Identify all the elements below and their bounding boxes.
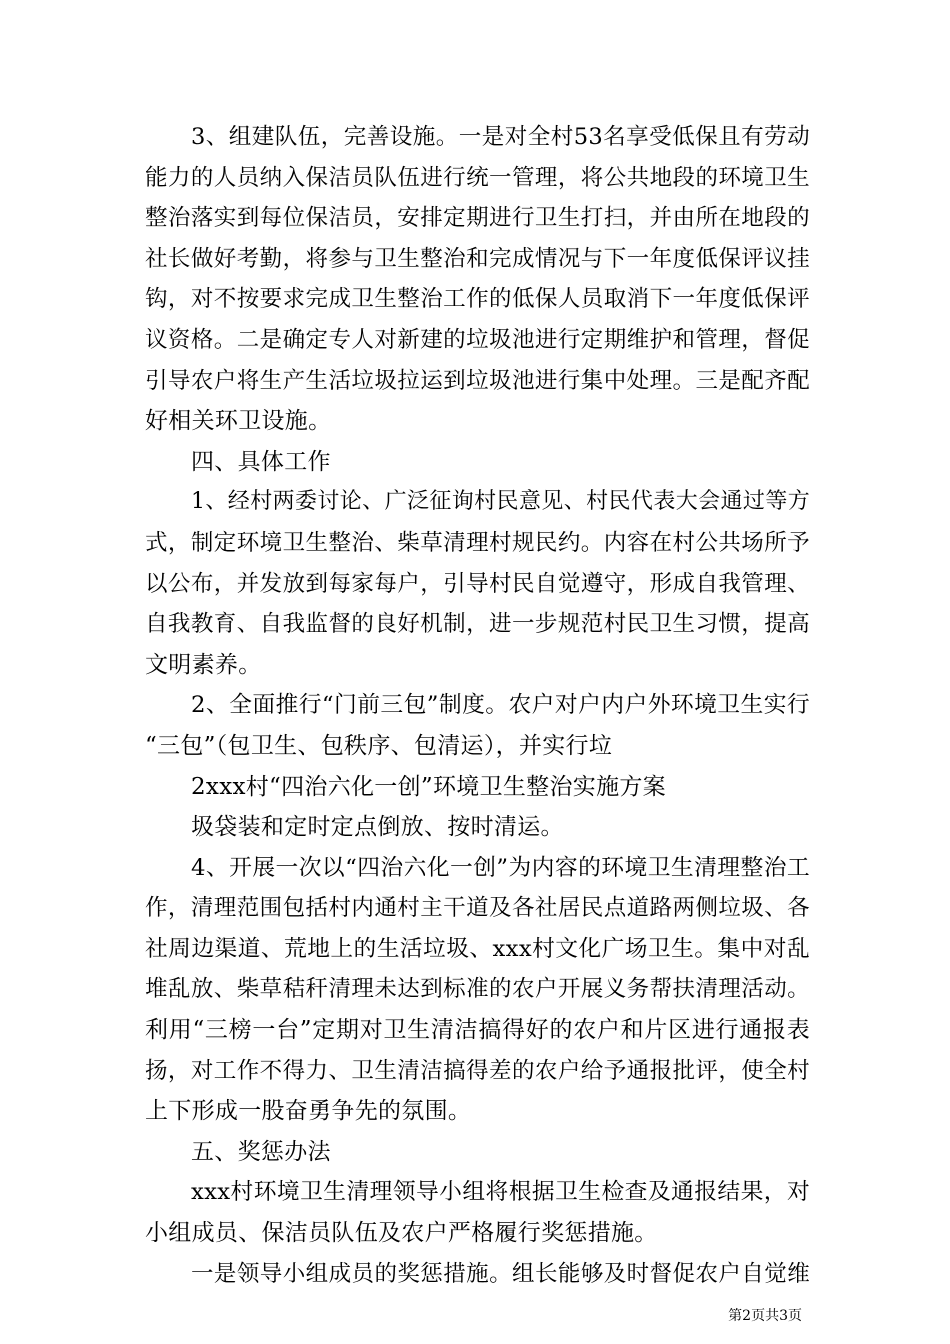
paragraph-line: 能力的人员纳入保洁员队伍进行统一管理，将公共地段的环境卫生 (145, 164, 810, 191)
paragraph-line: “三包”（包卫生、包秩序、包清运），并实行垃 (145, 732, 613, 759)
paragraph-line: 以公布，并发放到每家每户，引导村民自觉遵守，形成自我管理、 (145, 570, 810, 597)
section-heading: 四、具体工作 (191, 448, 331, 475)
paragraph-line: 堆乱放、柴草秸秆清理未达到标准的农户开展义务帮扶清理活动。 (145, 976, 810, 1003)
paragraph-line: 1、经村两委讨论、广泛征询村民意见、村民代表大会通过等方 (191, 489, 810, 515)
paragraph-line: 式，制定环境卫生整治、柴草清理村规民约。内容在村公共场所予 (145, 529, 810, 556)
paragraph-line: 上下形成一股奋勇争先的氛围。 (145, 1098, 472, 1125)
paragraph-line: 引导农户将生产生活垃圾拉运到垃圾池进行集中处理。三是配齐配 (145, 367, 810, 394)
paragraph-line: 4、开展一次以“四治六化一创”为内容的环境卫生清理整治工 (191, 854, 810, 881)
paragraph-line: 一是领导小组成员的奖惩措施。组长能够及时督促农户自觉维 (191, 1260, 810, 1287)
paragraph-line: 社长做好考勤，将参与卫生整治和完成情况与下一年度低保评议挂 (145, 245, 810, 272)
paragraph-line: 扬，对工作不得力、卫生清洁搞得差的农户给予通报批评，使全村 (145, 1057, 810, 1084)
page-number-footer: 第2页共3页 (728, 1308, 802, 1324)
paragraph-line: 文明素养。 (145, 651, 262, 678)
paragraph-line: 议资格。二是确定专人对新建的垃圾池进行定期维护和管理，督促 (145, 326, 810, 353)
section-heading: 五、奖惩办法 (191, 1138, 331, 1165)
paragraph-line: 2、全面推行“门前三包”制度。农户对户内户外环境卫生实行 (191, 692, 810, 719)
paragraph-line: xxx村环境卫生清理领导小组将根据卫生检查及通报结果，对 (191, 1179, 810, 1206)
paragraph-line: 钩，对不按要求完成卫生整治工作的低保人员取消下一年度低保评 (145, 286, 810, 313)
paragraph-line: 自我教育、自我监督的良好机制，进一步规范村民卫生习惯，提高 (145, 611, 810, 638)
paragraph-line: 利用“三榜一台”定期对卫生清洁搞得好的农户和片区进行通报表 (145, 1017, 810, 1044)
paragraph-line: 圾袋装和定时定点倒放、按时清运。 (191, 814, 564, 841)
document-title-line: 2xxx村“四治六化一创”环境卫生整治实施方案 (191, 773, 666, 800)
paragraph-line: 作，清理范围包括村内通村主干道及各社居民点道路两侧垃圾、各 (145, 895, 810, 922)
paragraph-line: 小组成员、保洁员队伍及农户严格履行奖惩措施。 (145, 1220, 658, 1247)
document-body (145, 117, 810, 1294)
paragraph-line: 3、组建队伍，完善设施。一是对全村53名享受低保且有劳动 (191, 124, 810, 150)
paragraph-line: 整治落实到每位保洁员，安排定期进行卫生打扫，并由所在地段的 (145, 205, 810, 232)
paragraph-line: 社周边渠道、荒地上的生活垃圾、xxx村文化广场卫生。集中对乱 (145, 935, 810, 962)
paragraph-line: 好相关环卫设施。 (145, 408, 332, 435)
